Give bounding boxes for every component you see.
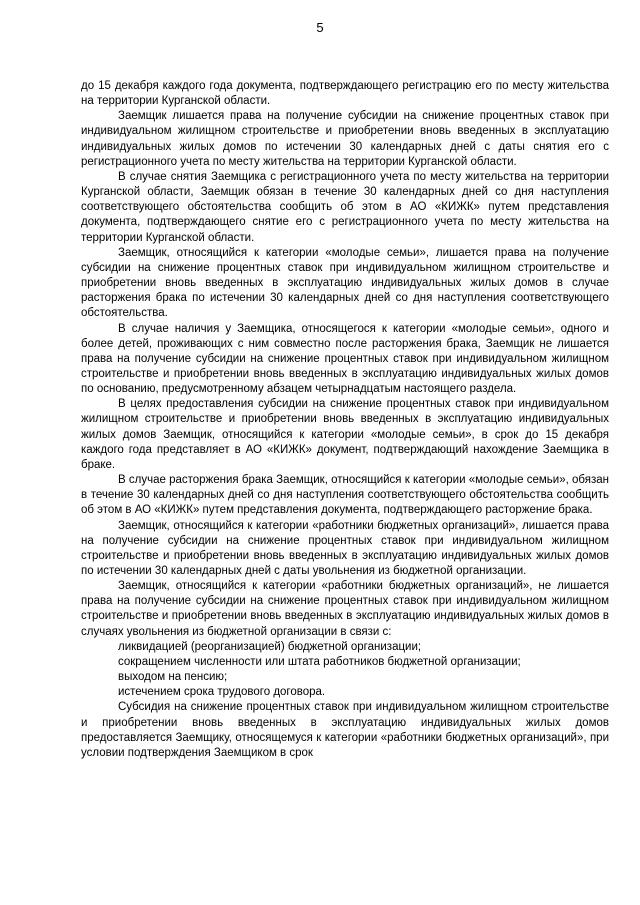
list-item: сокращением численности или штата работников бюджетной организации; — [118, 655, 521, 668]
paragraph: Субсидия на снижение процентных ставок при индивидуальном жилищном строительстве и приобретении вновь введенных в эксплуатацию индивидуальных жилых домов предоставляется Заемщику, относящемуся к категории «работники бюджетных организаций», при условии подтверждения Заемщиком в срок — [81, 701, 609, 759]
list-item: истечением срока трудового договора. — [118, 686, 326, 699]
paragraph-continuation: до 15 декабря каждого года документа, подтверждающего регистрацию его по месту жительства на территории Курганской области. — [81, 80, 609, 108]
paragraph: Заемщик, относящийся к категории «работники бюджетных организаций», лишается права на получение субсидии на снижение процентных ставок при индивидуальном жилищном строительстве и приобретении вновь введенных в эксплуатацию индивидуальных жилых домов по истечении 30 календарных дней с даты увольнения из бюджетной организации. — [81, 519, 609, 577]
paragraph: Заемщик, относящийся к категории «молодые семьи», лишается права на получение субсидии на снижение процентных ставок при индивидуальном жилищном строительстве и приобретении вновь введенных в эксплуатацию индивидуальных жилых домов в случае расторжения брака по истечении 30 календарных дней со дня наступления соответствующего обстоятельства. — [81, 246, 609, 320]
paragraph: Заемщик лишается права на получение субсидии на снижение процентных ставок при индивидуальном жилищном строительстве и приобретении вновь введенных в эксплуатацию индивидуальных жилых домов по истечении 30 календарных дней с даты снятия его с регистрационного учета по месту жительства на территории Курганской области. — [81, 110, 609, 168]
paragraph: В целях предоставления субсидии на снижение процентных ставок при индивидуальном жилищном строительстве и приобретении вновь введенных в эксплуатацию индивидуальных жилых домов Заемщик, относящийся к категории «молодые семьи», в срок до 15 декабря каждого года представляет в АО «КИЖК» документ, подтверждающий нахождение Заемщика в браке. — [81, 398, 609, 471]
paragraph: В случае расторжения брака Заемщик, относящийся к категории «молодые семьи», обязан в течение 30 календарных дней со дня наступления соответствующего обстоятельства сообщить об этом в АО «КИЖК» путем представления документа, подтверждающего расторжение брака. — [81, 474, 609, 517]
paragraph: В случае снятия Заемщика с регистрационного учета по месту жительства на территории Курганской области, Заемщик обязан в течение 30 календарных дней со дня наступления соответствующего обстоятельства сообщить об этом в АО «КИЖК» путем представления документа, подтверждающего снятие его с регистрационного учета по месту жительства на территории Курганской области. — [81, 170, 609, 244]
list-item: выходом на пенсию; — [118, 671, 228, 684]
page-number: 5 — [316, 20, 324, 35]
document-body — [81, 79, 609, 761]
paragraph: Заемщик, относящийся к категории «работники бюджетных организаций», не лишается права на получение субсидии на снижение процентных ставок при индивидуальном жилищном строительстве и приобретении вновь введенных в эксплуатацию индивидуальных жилых домов в случаях увольнения из бюджетной организации в связи с: — [81, 580, 609, 638]
paragraph: В случае наличия у Заемщика, относящегося к категории «молодые семьи», одного и более детей, проживающих с ним совместно после расторжения брака, Заемщик не лишается права на получение субсидии на снижение процентных ставок при индивидуальном жилищном строительстве и приобретении вновь введенных в эксплуатацию индивидуальных жилых домов по основанию, предусмотренному абзацем четырнадцатым настоящего раздела. — [81, 322, 609, 396]
list-item: ликвидацией (реорганизацией) бюджетной организации; — [118, 640, 422, 653]
